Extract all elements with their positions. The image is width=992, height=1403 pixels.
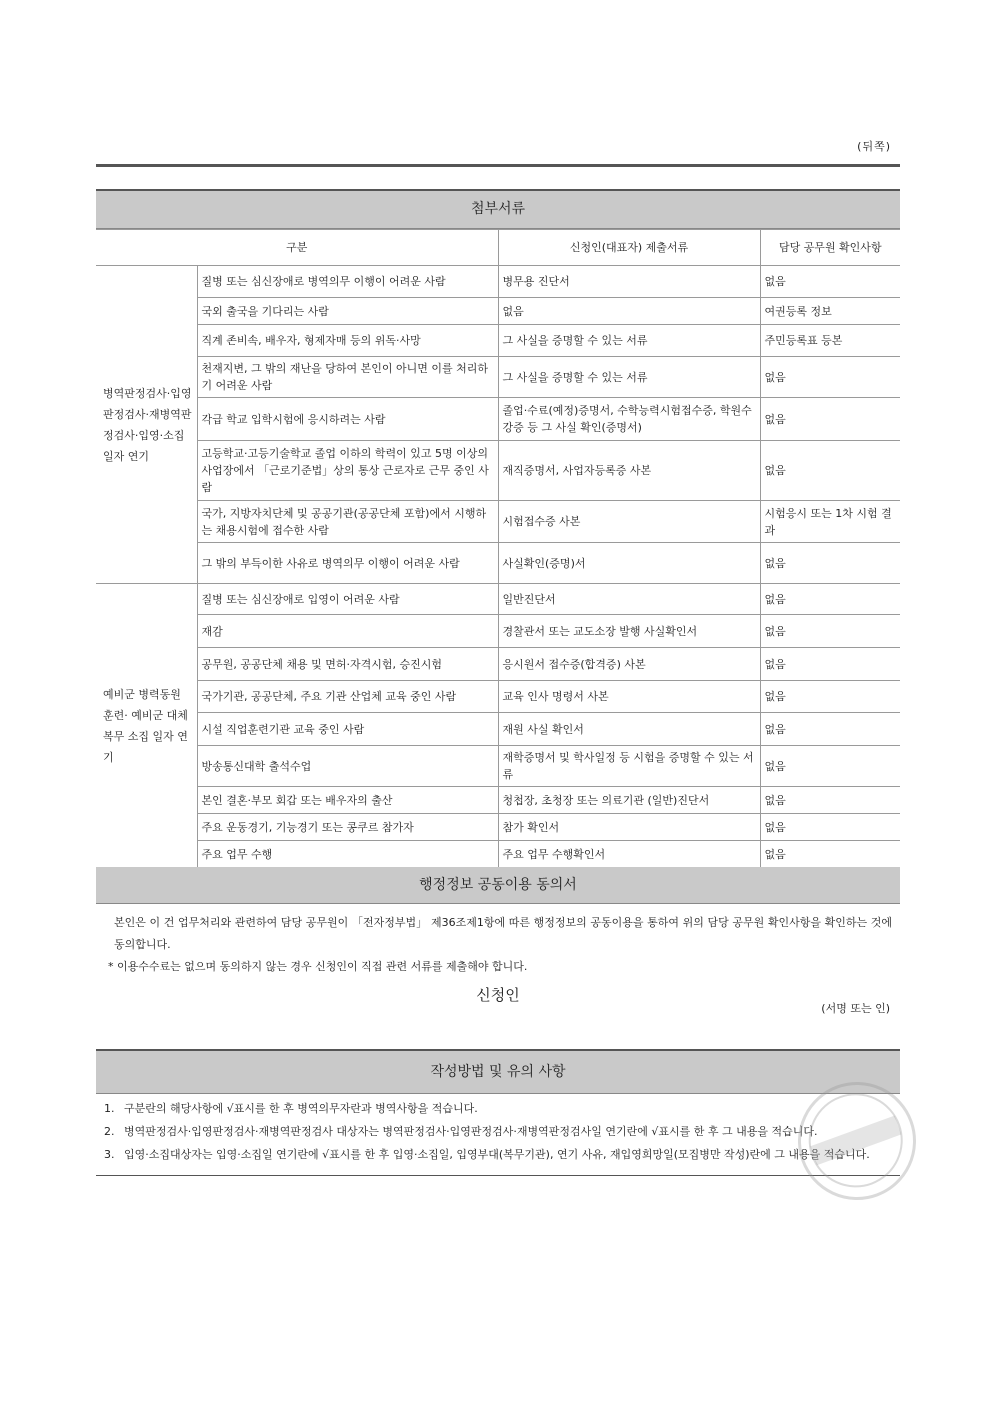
check-cell: 없음: [760, 841, 900, 869]
table-row: [96, 325, 900, 357]
table-row: [96, 584, 900, 615]
table-row: [96, 648, 900, 681]
docs-cell: 시험접수증 사본: [498, 501, 760, 543]
check-cell: 없음: [760, 357, 900, 398]
reason-cell: 그 밖의 부득이한 사유로 병역의무 이행이 어려운 사람: [197, 543, 498, 584]
table-row: [96, 681, 900, 713]
attachments-title: 첨부서류: [96, 189, 900, 229]
table-row: [96, 298, 900, 325]
docs-cell: 청첩장, 초청장 또는 의료기관 (일반)진단서: [498, 787, 760, 814]
check-cell: 없음: [760, 543, 900, 584]
applicant-signature-row: [96, 978, 900, 1020]
docs-cell: 참가 확인서: [498, 814, 760, 841]
check-cell: 없음: [760, 266, 900, 298]
table-row: [96, 615, 900, 648]
check-cell: 없음: [760, 584, 900, 615]
reason-cell: 공무원, 공공단체 채용 및 면허·자격시험, 승진시험: [197, 648, 498, 681]
docs-cell: 경찰관서 또는 교도소장 발행 사실확인서: [498, 615, 760, 648]
check-cell: 없음: [760, 441, 900, 501]
check-cell: 없음: [760, 746, 900, 787]
table-row: [96, 814, 900, 841]
reason-cell: 질병 또는 심신장애로 병역의무 이행이 어려운 사람: [197, 266, 498, 298]
table-row: [96, 841, 900, 869]
group-label-reserve-postpone: 예비군 병력동원 훈련· 예비군 대체복무 소집 일자 연기: [96, 584, 197, 869]
reason-cell: 천재지변, 그 밖의 재난을 당하여 본인이 아니면 이를 처리하기 어려운 사람: [197, 357, 498, 398]
instruction-item: 2. 병역판정검사·입영판정검사·재병역판정검사 대상자는 병역판정검사·입영판정검사·재병역판정검사일 연기란에 √표시를 한 후 그 내용을 적습니다.: [118, 1123, 892, 1140]
instruction-item: 3. 입영·소집대상자는 입영·소집일 연기란에 √표시를 한 후 입영·소집일, 입영부대(복무기관), 연기 사유, 재입영희망일(모집병만 작성)란에 그 내용을 적습니다.: [118, 1146, 892, 1163]
table-row: [96, 543, 900, 584]
reason-cell: 시설 직업훈련기관 교육 중인 사람: [197, 713, 498, 746]
attachments-table: [96, 229, 900, 870]
check-cell: 없음: [760, 681, 900, 713]
reason-cell: 국외 출국을 기다리는 사람: [197, 298, 498, 325]
instructions-list: [96, 1094, 900, 1176]
header-applicant-docs: 신청인(대표자) 제출서류: [498, 230, 760, 266]
docs-cell: 재학증명서 및 학사일정 등 시험을 증명할 수 있는 서류: [498, 746, 760, 787]
instructions-title: 작성방법 및 유의 사항: [96, 1049, 900, 1094]
signature-field[interactable]: (서명 또는 인): [821, 1002, 890, 1015]
check-cell: 없음: [760, 814, 900, 841]
header-category: 구분: [96, 230, 498, 266]
check-cell: 없음: [760, 648, 900, 681]
instruction-item: 1. 구분란의 해당사항에 √표시를 한 후 병역의무자란과 병역사항을 적습니다.: [118, 1100, 892, 1117]
table-row: [96, 787, 900, 814]
check-cell: 주민등록표 등본: [760, 325, 900, 357]
table-row: [96, 398, 900, 441]
table-header-row: [96, 230, 900, 266]
docs-cell: 그 사실을 증명할 수 있는 서류: [498, 357, 760, 398]
consent-section: [96, 867, 900, 1020]
docs-cell: 응시원서 접수증(합격증) 사본: [498, 648, 760, 681]
docs-cell: 없음: [498, 298, 760, 325]
top-rule: [96, 164, 900, 167]
consent-body-text: 본인은 이 건 업무처리와 관련하여 담당 공무원이 「전자정부법」 제36조제1항에 따른 행정정보의 공동이용을 통하여 위의 담당 공무원 확인사항을 확인하는 것에 동의합니다.: [114, 916, 892, 951]
check-cell: 없음: [760, 398, 900, 441]
docs-cell: 주요 업무 수행확인서: [498, 841, 760, 869]
docs-cell: 병무용 진단서: [498, 266, 760, 298]
table-row: [96, 441, 900, 501]
table-row: [96, 746, 900, 787]
docs-cell: 그 사실을 증명할 수 있는 서류: [498, 325, 760, 357]
reason-cell: 국가기관, 공공단체, 주요 기관 산업체 교육 중인 사람: [197, 681, 498, 713]
reason-cell: 방송통신대학 출석수업: [197, 746, 498, 787]
watermark-stamp-band: [810, 1116, 901, 1166]
check-cell: 여권등록 정보: [760, 298, 900, 325]
docs-cell: 졸업·수료(예정)증명서, 수학능력시험접수증, 학원수강증 등 그 사실 확인(증명서): [498, 398, 760, 441]
docs-cell: 교육 인사 명령서 사본: [498, 681, 760, 713]
reason-cell: 본인 결혼·부모 회갑 또는 배우자의 출산: [197, 787, 498, 814]
docs-cell: 재직증명서, 사업자등록증 사본: [498, 441, 760, 501]
header-official-check: 담당 공무원 확인사항: [760, 230, 900, 266]
consent-title: 행정정보 공동이용 동의서: [96, 867, 900, 904]
table-row: [96, 357, 900, 398]
attachments-section: [96, 164, 900, 870]
reason-cell: 국가, 지방자치단체 및 공공기관(공공단체 포함)에서 시행하는 채용시험에 접수한 사람: [197, 501, 498, 543]
reason-cell: 각급 학교 입학시험에 응시하려는 사람: [197, 398, 498, 441]
reason-cell: 주요 운동경기, 기능경기 또는 콩쿠르 참가자: [197, 814, 498, 841]
docs-cell: 사실확인(증명)서: [498, 543, 760, 584]
instructions-section: [96, 1049, 900, 1176]
table-row: [96, 266, 900, 298]
check-cell: 없음: [760, 615, 900, 648]
table-row: [96, 501, 900, 543]
check-cell: 시험응시 또는 1차 시험 결과: [760, 501, 900, 543]
reason-cell: 직계 존비속, 배우자, 형제자매 등의 위독·사망: [197, 325, 498, 357]
reason-cell: 질병 또는 심신장애로 입영이 어려운 사람: [197, 584, 498, 615]
check-cell: 없음: [760, 787, 900, 814]
check-cell: 없음: [760, 713, 900, 746]
consent-fee-note: * 이용수수료는 없으며 동의하지 않는 경우 신청인이 직접 관련 서류를 제출해야 합니다.: [108, 960, 528, 973]
group-label-exam-postpone: 병역판정검사·입영판정검사·재병역판정검사·입영·소집일자 연기: [96, 266, 197, 584]
page-side-label: (뒤쪽): [857, 140, 891, 153]
reason-cell: 주요 업무 수행: [197, 841, 498, 869]
applicant-label: 신청인: [476, 986, 520, 1004]
table-row: [96, 713, 900, 746]
docs-cell: 일반진단서: [498, 584, 760, 615]
reason-cell: 재감: [197, 615, 498, 648]
docs-cell: 재원 사실 확인서: [498, 713, 760, 746]
reason-cell: 고등학교·고등기술학교 졸업 이하의 학력이 있고 5명 이상의 사업장에서 「근로기준법」상의 통상 근로자로 근무 중인 사람: [197, 441, 498, 501]
